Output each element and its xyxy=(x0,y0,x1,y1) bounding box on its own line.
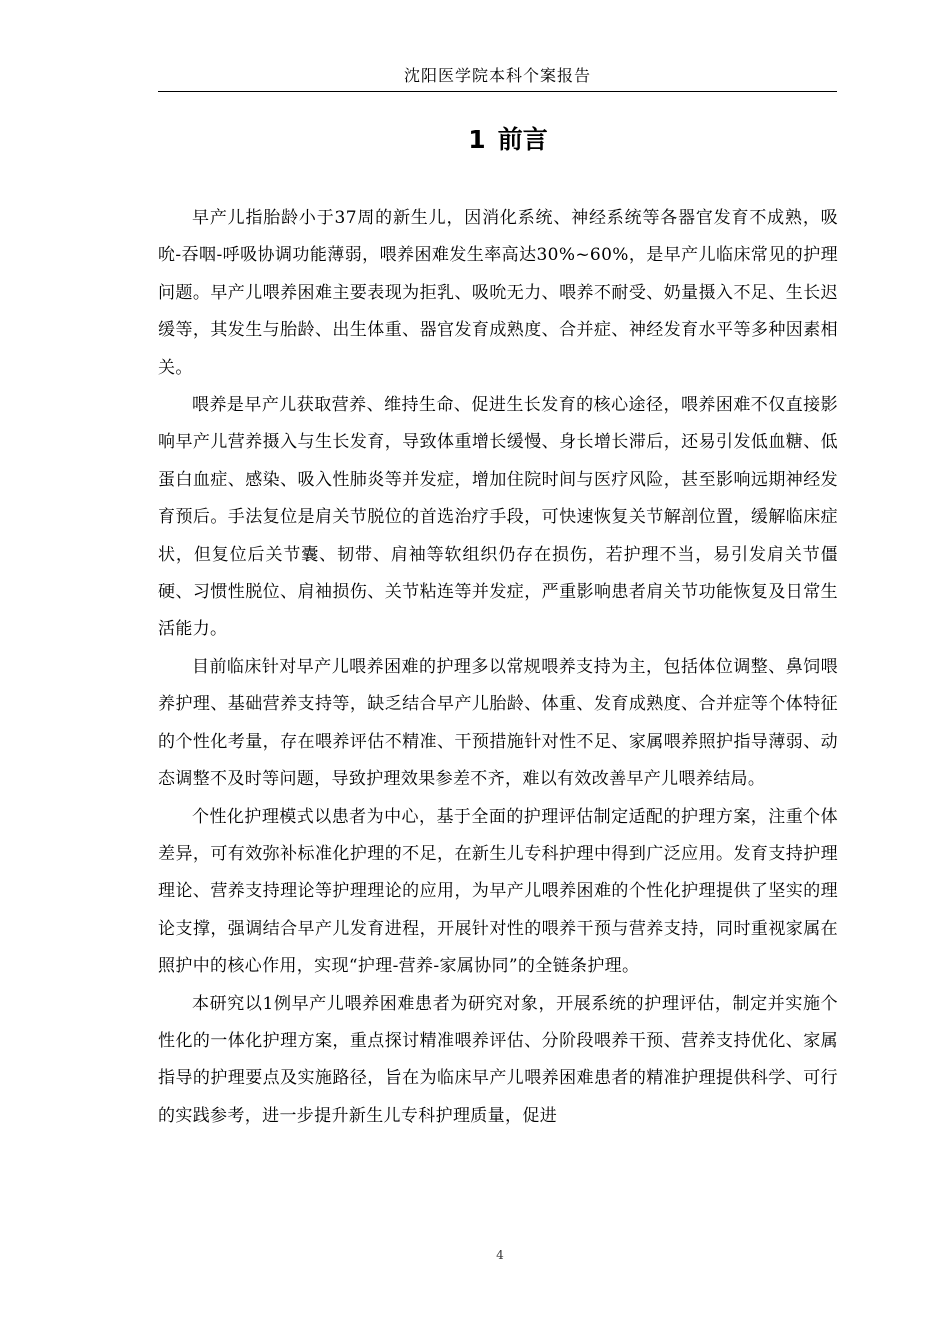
paragraph-3: 目前临床针对早产儿喂养困难的护理多以常规喂养支持为主，包括体位调整、鼻饲喂养护理、基础营养支持等，缺乏结合早产儿胎龄、体重、发育成熟度、合并症等个体特征的个性化考量，存在喂养评估不精准、干预措施针对性不足、家属喂养照护指导薄弱、动态调整不及时等问题，导致护理效果参差不齐，难以有效改善早产儿喂养结局。 xyxy=(158,656,838,790)
paragraph-5: 本研究以1例早产儿喂养困难患者为研究对象，开展系统的护理评估，制定并实施个性化的一体化护理方案，重点探讨精准喂养评估、分阶段喂养干预、营养支持优化、家属指导的护理要点及实施路径，旨在为临床早产儿喂养困难患者的精准护理提供科学、可行的实践参考，进一步提升新生儿专科护理质量，促进 xyxy=(158,993,838,1126)
paragraph-4: 个性化护理模式以患者为中心，基于全面的护理评估制定适配的护理方案，注重个体差异，可有效弥补标准化护理的不足，在新生儿专科护理中得到广泛应用。发育支持护理理论、营养支持理论等护理理论的应用，为早产儿喂养困难的个性化护理提供了坚实的理论支撑，强调结合早产儿发育进程，开展针对性的喂养干预与营养支持，同时重视家属在照护中的核心作用，实现“护理-营养-家属协同”的全链条护理。 xyxy=(158,806,838,977)
page-header: 沈阳医学院本科个案报告 xyxy=(403,66,591,85)
paragraph-1: 早产儿指胎龄小于37周的新生儿，因消化系统、神经系统等各器官发育不成熟，吸吮-吞咽-呼吸协调功能薄弱，喂养困难发生率高达30%~60%，是早产儿临床常见的护理问题。早产儿喂养困难主要表现为拒乳、吸吮无力、喂养不耐受、奶量摄入不足、生长迟缓等，其发生与胎龄、出生体重、器官发育成熟度、合并症、神经发育水平等多种因素相关。 xyxy=(158,208,838,378)
chapter-title-text: 前言 xyxy=(497,125,548,154)
paragraph-2: 喂养是早产儿获取营养、维持生命、促进生长发育的核心途径，喂养困难不仅直接影响早产儿营养摄入与生长发育，导致体重增长缓慢、身长增长滞后，还易引发低血糖、低蛋白血症、感染、吸入性肺炎等并发症，增加住院时间与医疗风险，甚至影响远期神经发育预后。手法复位是肩关节脱位的首选治疗手段，可快速恢复关节解剖位置，缓解临床症状，但复位后关节囊、韧带、肩袖等软组织仍存在损伤，若护理不当，易引发肩关节僵硬、习惯性脱位、肩袖损伤、关节粘连等并发症，严重影响患者肩关节功能恢复及日常生活能力。 xyxy=(158,395,838,640)
header-rule xyxy=(158,91,837,92)
page-number: 4 xyxy=(496,1248,504,1262)
chapter-title xyxy=(158,120,858,160)
chapter-number: 1 xyxy=(468,125,486,154)
body-text xyxy=(158,200,838,1135)
